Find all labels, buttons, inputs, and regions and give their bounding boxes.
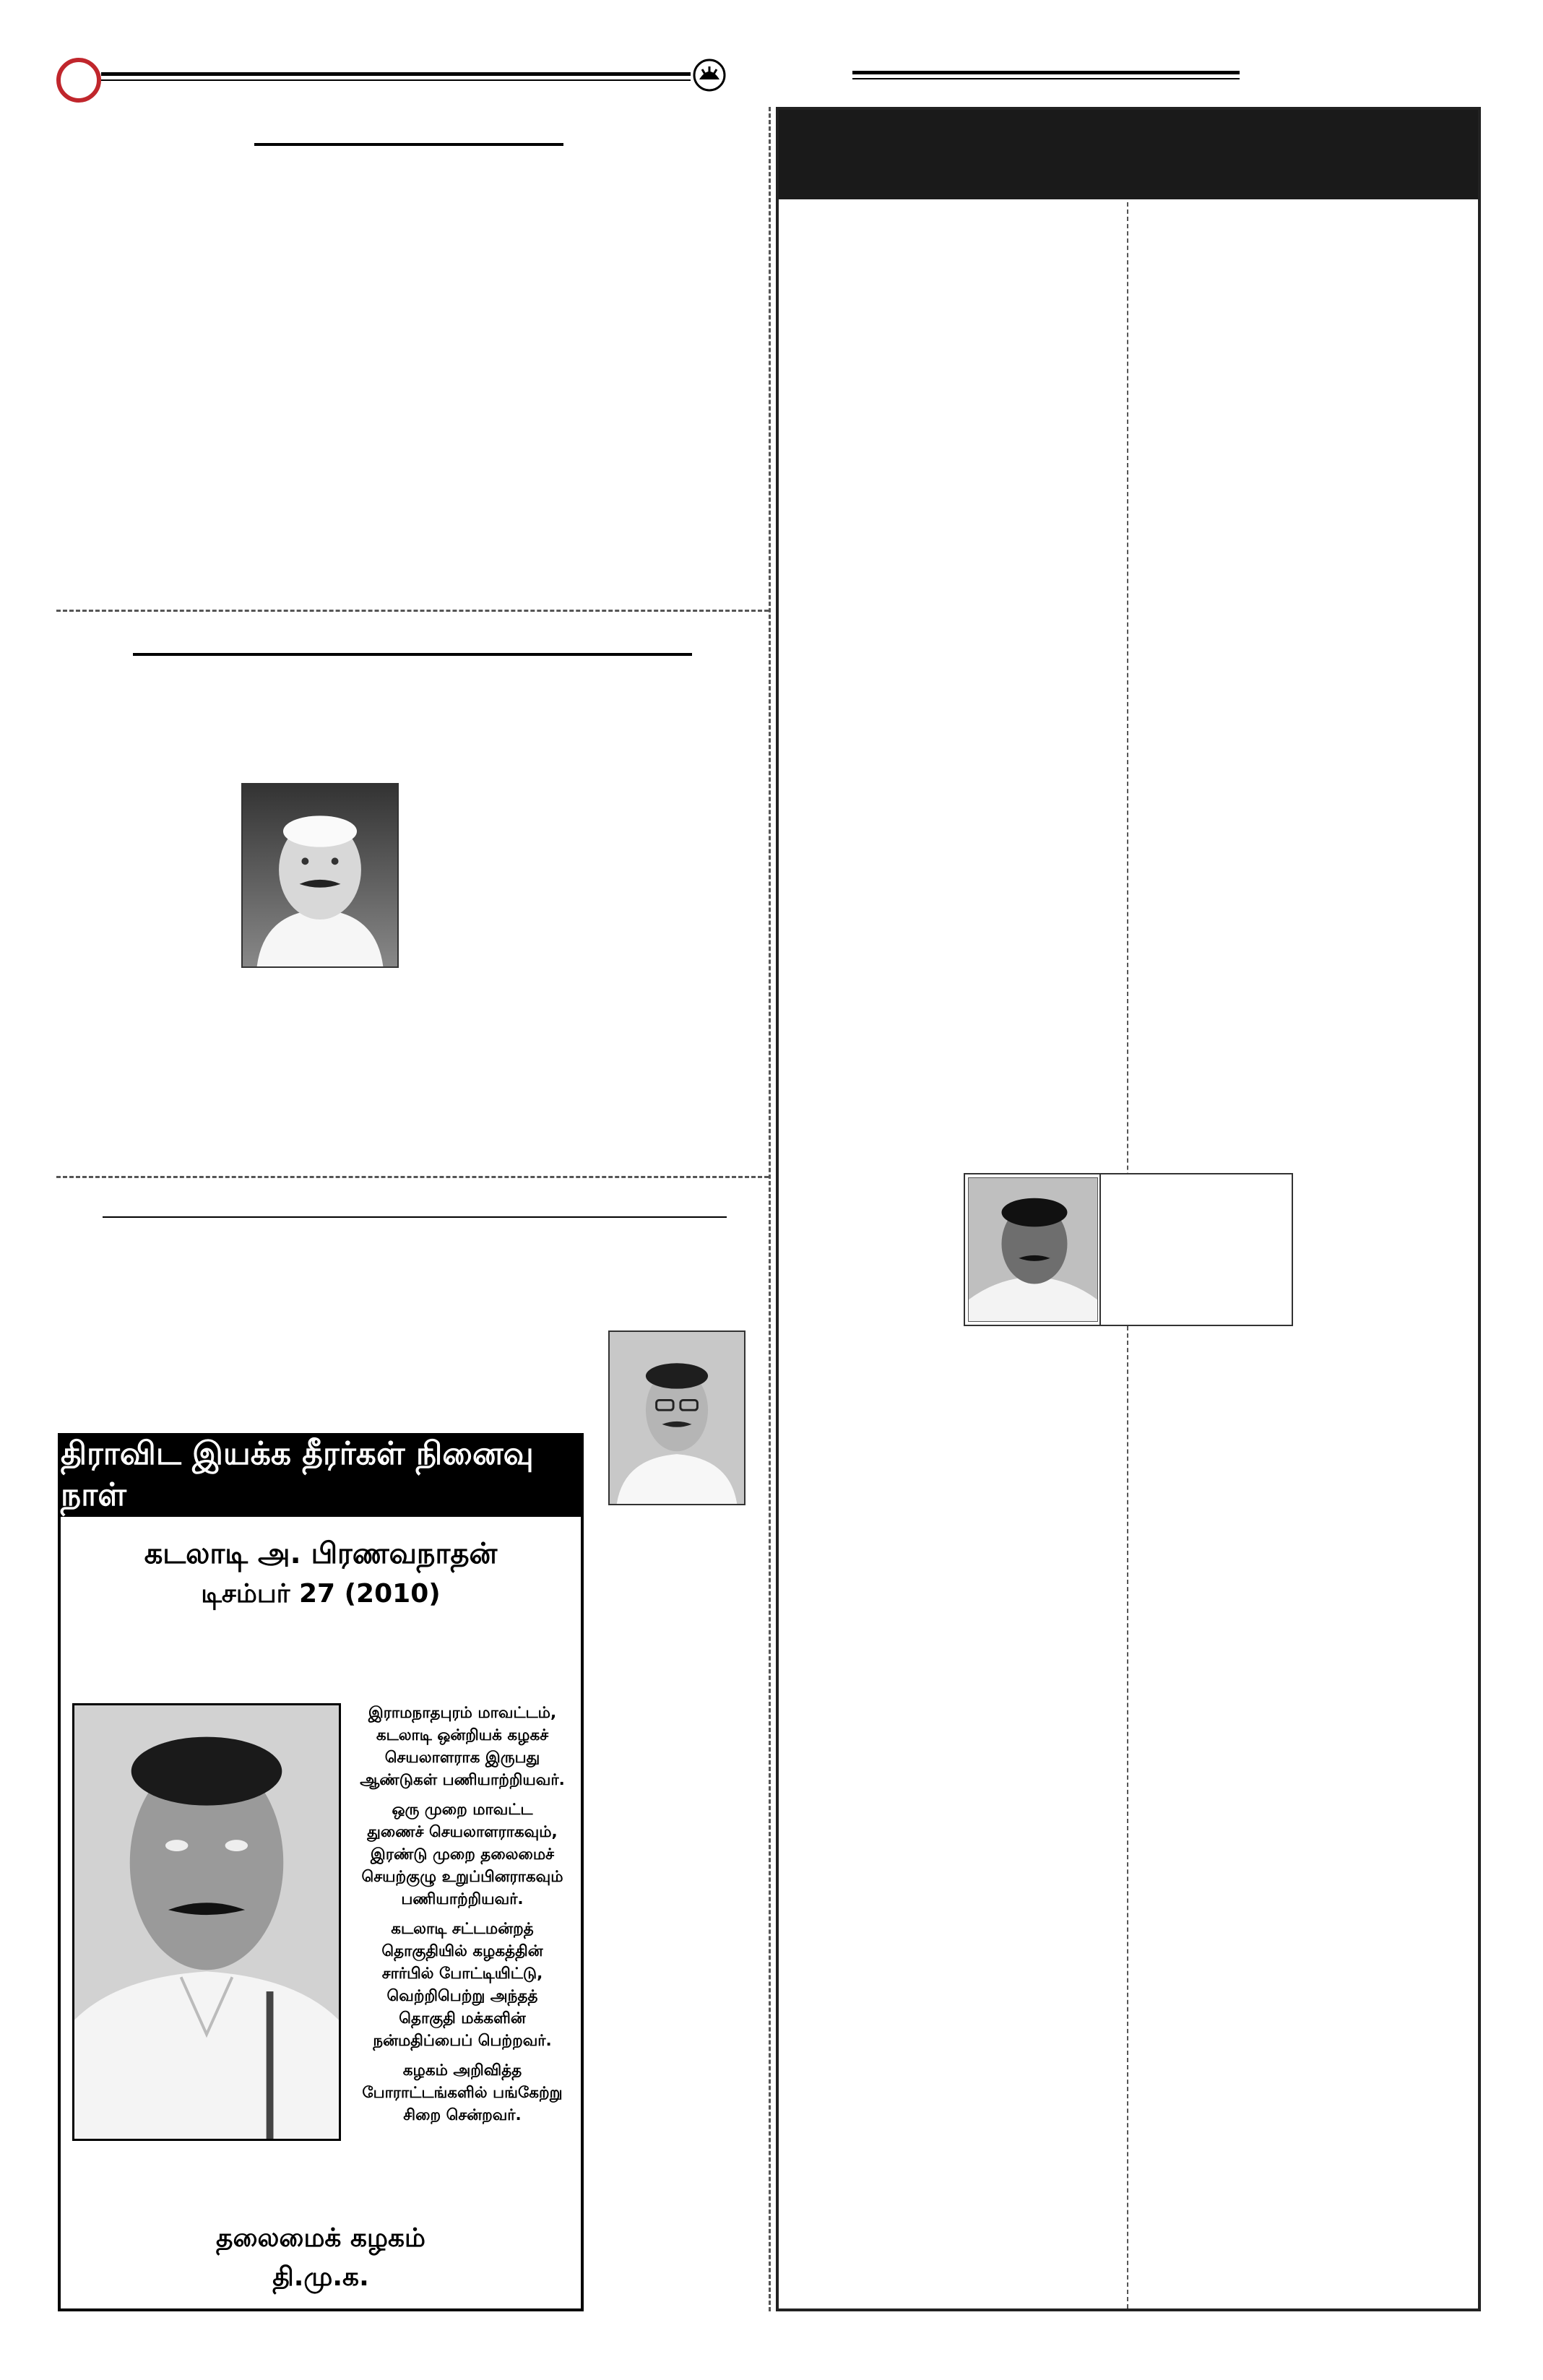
feature-article-box (776, 107, 1481, 2311)
biography-paragraph: கழகம் அறிவித்த போராட்டங்களில் பங்கேற்று சிறை சென்றவர். (362, 2061, 563, 2124)
memorial-notice (58, 1433, 584, 2311)
signature-headquarters: தலைமைக் கழகம் (216, 2223, 425, 2253)
memorial-person-name: கடலாடி அ. பிரணவநாதன் (144, 1537, 498, 1570)
section-divider-1 (56, 610, 769, 612)
biography-paragraph: கடலாடி சட்டமன்றத் தொகுதியில் கழகத்தின் சார்பில் போட்டியிட்டு, வெற்றிபெற்று அந்தத் தொகுதி மக்களின் நன்மதிப்பைப் பெற்றவர். (373, 1920, 552, 2050)
column-divider (769, 107, 771, 2311)
section-title-rule-2 (133, 653, 692, 656)
memorial-date: டிசம்பர் 27 (2010) (201, 1579, 441, 1609)
header-rule-left-thin (101, 79, 691, 81)
portrait-photo-2 (608, 1330, 745, 1505)
header-rule-right-thin (852, 78, 1240, 79)
rising-sun-emblem-icon (692, 58, 727, 92)
feature-column-divider-bottom (1127, 1326, 1128, 2308)
feature-photo-frame (964, 1173, 1293, 1326)
header-rule-left (101, 72, 691, 76)
section-title-rule-3 (103, 1216, 727, 1218)
header-logo-circle (56, 58, 101, 103)
biography-paragraph: ஒரு முறை மாவட்ட துணைச் செயலாளராகவும், இரண்டு முறை தலைமைச் செயற்குழு உறுப்பினராகவும் பணியாற்றியவர். (361, 1801, 563, 1908)
section-title-rule-1 (254, 143, 563, 146)
header-rule-right (852, 71, 1240, 74)
memorial-biography (350, 1702, 575, 2134)
feature-portrait-photo (968, 1177, 1098, 1322)
feature-header-bar (779, 110, 1478, 199)
signature-party: தி.மு.க. (272, 2262, 369, 2292)
feature-photo-divider (1099, 1174, 1101, 1325)
memorial-banner-title: திராவிட இயக்க தீரர்கள் நினைவு நாள் (61, 1436, 581, 1517)
biography-paragraph: இராமநாதபுரம் மாவட்டம், கடலாடி ஒன்றியக் கழகச் செயலாளராக இருபது ஆண்டுகள் பணியாற்றியவர். (360, 1704, 565, 1789)
memorial-portrait-photo (72, 1703, 341, 2141)
section-divider-2 (56, 1176, 769, 1178)
portrait-photo-1 (241, 783, 399, 968)
feature-column-divider-top (1127, 202, 1128, 1271)
